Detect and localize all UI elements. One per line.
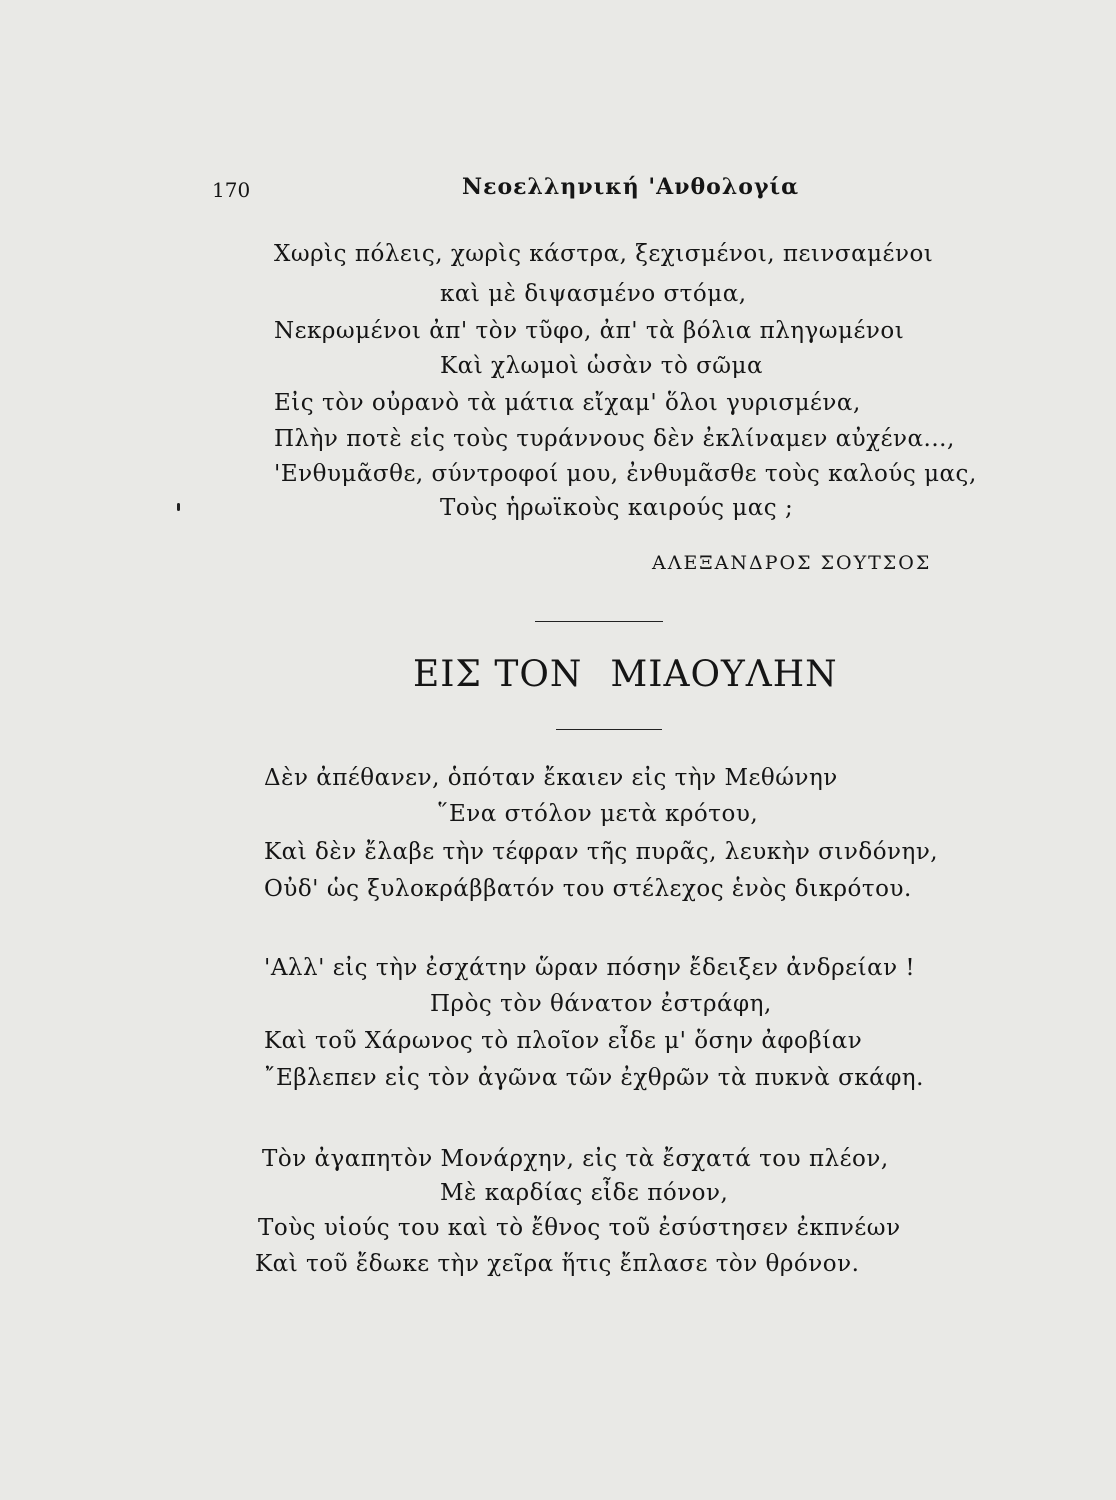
poem-line: Χωρὶς πόλεις, χωρὶς κάστρα, ξεχισμένοι, πεινσαμένοι [274, 241, 934, 267]
poem-line: Καὶ δὲν ἔλαβε τὴν τέφραν τῆς πυρᾶς, λευκὴν σινδόνην, [264, 839, 939, 865]
poem-line: Τοὺς υἱούς του καὶ τὸ ἔθνος τοῦ ἐσύστησεν ἐκπνέων [258, 1215, 901, 1241]
poem-line: Καὶ τοῦ ἔδωκε τὴν χεῖρα ἥτις ἔπλασε τὸν θρόνον. [255, 1251, 860, 1277]
poem-line: Εἰς τὸν οὐρανὸ τὰ μάτια εἴχαμ' ὅλοι γυρισμένα, [274, 390, 861, 416]
poem-title [413, 654, 838, 695]
poem-line: ῞Ενα στόλον μετὰ κρότου, [437, 801, 759, 827]
poem-line: Μὲ καρδίας εἶδε πόνον, [440, 1180, 729, 1206]
poem-line: Πρὸς τὸν θάνατον ἐστράφη, [430, 991, 772, 1017]
running-title: Νεοελληνική 'Ανθολογία [462, 174, 800, 200]
poem-line: Οὐδ' ὡς ξυλοκράββατόν του στέλεχος ἑνὸς δικρότου. [264, 876, 912, 902]
poem-title-part: ΕΙΣ ΤΟΝ [413, 654, 583, 695]
poem-line: Δὲν ἀπέθανεν, ὁπόταν ἔκαιεν εἰς τὴν Μεθώνην [264, 765, 838, 791]
poem-line: ῎Εβλεπεν εἰς τὸν ἀγῶνα τῶν ἐχθρῶν τὰ πυκνὰ σκάφη. [264, 1065, 924, 1091]
poem-line: Καὶ χλωμοὶ ὡσὰν τὸ σῶμα [440, 353, 764, 379]
poem-line: καὶ μὲ διψασμένο στόμα, [440, 281, 747, 307]
divider-rule [535, 621, 663, 622]
poem-line: 'Ενθυμᾶσθε, σύντροφοί μου, ἐνθυμᾶσθε τοὺς καλούς μας, [274, 461, 977, 487]
poem-author: ΑΛΕΞΑΝΔΡΟΣ ΣΟΥΤΣΟΣ [652, 552, 932, 574]
poem-line: Καὶ τοῦ Χάρωνος τὸ πλοῖον εἶδε μ' ὅσην ἀφοβίαν [264, 1028, 863, 1054]
page-number: 170 [212, 178, 251, 202]
poem-line: 'Αλλ' εἰς τὴν ἐσχάτην ὥραν πόσην ἔδειξεν ἀνδρείαν ! [264, 955, 916, 981]
poem-line: Τὸν ἀγαπητὸν Μονάρχην, εἰς τὰ ἔσχατά του πλέον, [262, 1146, 889, 1172]
poem-title-part: ΜΙΑΟΥΛΗΝ [610, 654, 838, 695]
poem-line: Τοὺς ἡρωϊκοὺς καιρούς μας ; [440, 495, 794, 521]
ink-speck [177, 503, 180, 511]
divider-rule [556, 729, 662, 730]
poem-line: Πλὴν ποτὲ εἰς τοὺς τυράννους δὲν ἐκλίναμεν αὐχένα..., [274, 426, 955, 452]
poem-line: Νεκρωμένοι ἀπ' τὸν τῦφο, ἀπ' τὰ βόλια πληγωμένοι [274, 318, 905, 344]
